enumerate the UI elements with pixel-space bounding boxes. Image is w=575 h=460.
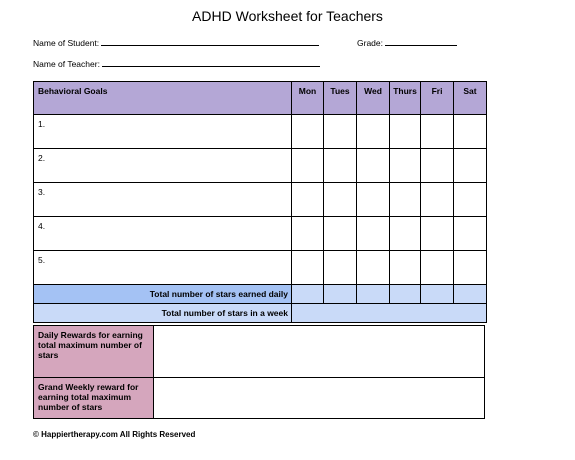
star-cell[interactable]	[454, 251, 487, 285]
teacher-name-line[interactable]	[102, 59, 320, 67]
goal-cell-2[interactable]: 2.	[34, 149, 292, 183]
table-header-row	[34, 82, 487, 115]
table-row	[34, 251, 487, 285]
star-cell[interactable]	[454, 183, 487, 217]
day-header-fri: Fri	[421, 82, 454, 115]
star-cell[interactable]	[357, 217, 390, 251]
day-header-thurs: Thurs	[390, 82, 421, 115]
star-cell[interactable]	[421, 251, 454, 285]
student-name-field[interactable]	[33, 38, 319, 48]
teacher-name-label: Name of Teacher:	[33, 59, 100, 69]
grade-field[interactable]	[357, 38, 457, 48]
grade-line[interactable]	[385, 38, 457, 46]
star-cell[interactable]	[324, 149, 357, 183]
table-row	[34, 115, 487, 149]
weekly-total-row	[34, 304, 487, 323]
star-cell[interactable]	[421, 115, 454, 149]
star-cell[interactable]	[324, 217, 357, 251]
goal-cell-4[interactable]: 4.	[34, 217, 292, 251]
star-cell[interactable]	[292, 115, 324, 149]
rewards-table	[33, 325, 485, 419]
star-cell[interactable]	[421, 149, 454, 183]
weekly-total-cell[interactable]	[292, 304, 487, 323]
table-row	[34, 183, 487, 217]
daily-total-cell[interactable]	[454, 285, 487, 304]
daily-total-cell[interactable]	[292, 285, 324, 304]
daily-reward-cell[interactable]	[154, 326, 485, 378]
star-cell[interactable]	[390, 251, 421, 285]
page-title: ADHD Worksheet for Teachers	[192, 8, 383, 24]
star-cell[interactable]	[324, 115, 357, 149]
behavior-goals-table	[33, 81, 487, 323]
grade-label: Grade:	[357, 38, 383, 48]
star-cell[interactable]	[454, 149, 487, 183]
daily-reward-row	[34, 326, 485, 378]
weekly-reward-label: Grand Weekly reward for earning total maximum number of stars	[34, 378, 154, 419]
star-cell[interactable]	[357, 115, 390, 149]
weekly-reward-row	[34, 378, 485, 419]
star-cell[interactable]	[357, 251, 390, 285]
star-cell[interactable]	[390, 149, 421, 183]
weekly-reward-cell[interactable]	[154, 378, 485, 419]
daily-total-row	[34, 285, 487, 304]
goal-cell-3[interactable]: 3.	[34, 183, 292, 217]
star-cell[interactable]	[421, 183, 454, 217]
star-cell[interactable]	[357, 149, 390, 183]
star-cell[interactable]	[292, 217, 324, 251]
daily-total-label: Total number of stars earned daily	[34, 285, 292, 304]
goal-cell-1[interactable]: 1.	[34, 115, 292, 149]
star-cell[interactable]	[454, 115, 487, 149]
day-header-wed: Wed	[357, 82, 390, 115]
student-name-line[interactable]	[101, 38, 319, 46]
star-cell[interactable]	[357, 183, 390, 217]
daily-reward-label: Daily Rewards for earning total maximum number of stars	[34, 326, 154, 378]
star-cell[interactable]	[390, 115, 421, 149]
table-row	[34, 217, 487, 251]
day-header-sat: Sat	[454, 82, 487, 115]
star-cell[interactable]	[292, 149, 324, 183]
behavioral-goals-header: Behavioral Goals	[34, 82, 292, 115]
day-header-tues: Tues	[324, 82, 357, 115]
star-cell[interactable]	[292, 251, 324, 285]
daily-total-cell[interactable]	[324, 285, 357, 304]
star-cell[interactable]	[292, 183, 324, 217]
table-row	[34, 149, 487, 183]
star-cell[interactable]	[421, 217, 454, 251]
star-cell[interactable]	[324, 251, 357, 285]
goal-cell-5[interactable]: 5.	[34, 251, 292, 285]
daily-total-cell[interactable]	[357, 285, 390, 304]
day-header-mon: Mon	[292, 82, 324, 115]
daily-total-cell[interactable]	[390, 285, 421, 304]
weekly-total-label: Total number of stars in a week	[34, 304, 292, 323]
star-cell[interactable]	[390, 183, 421, 217]
star-cell[interactable]	[390, 217, 421, 251]
student-name-label: Name of Student:	[33, 38, 100, 48]
teacher-name-field[interactable]	[33, 59, 320, 69]
copyright-footer: © Happiertherapy.com All Rights Reserved	[33, 430, 196, 439]
star-cell[interactable]	[454, 217, 487, 251]
star-cell[interactable]	[324, 183, 357, 217]
daily-total-cell[interactable]	[421, 285, 454, 304]
